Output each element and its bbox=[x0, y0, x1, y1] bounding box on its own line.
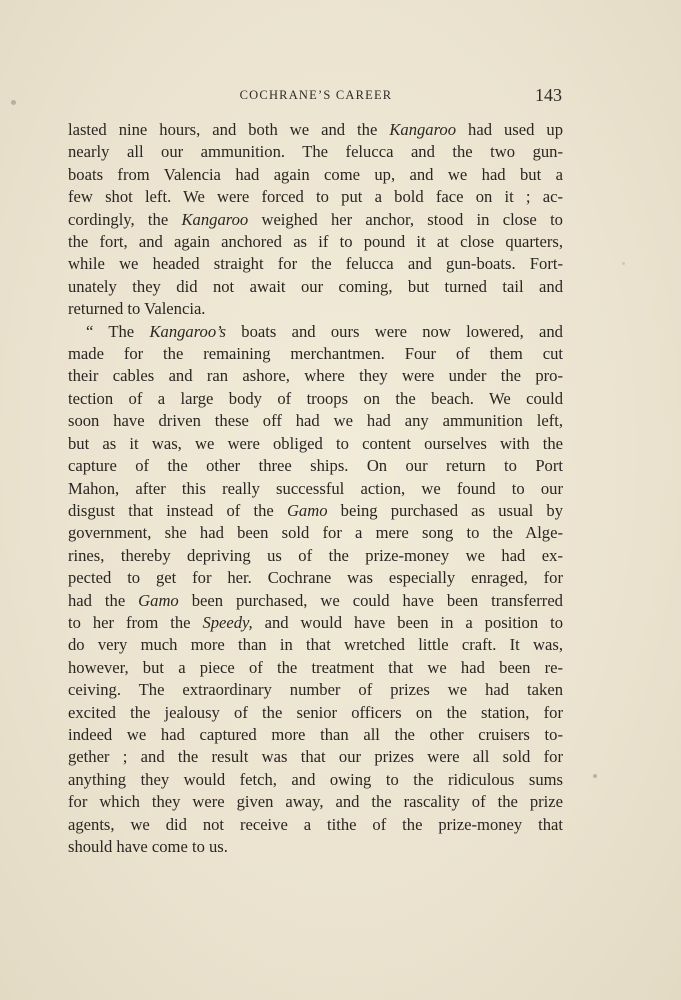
text-run: boats from Valencia had again come up, and we had but a bbox=[68, 164, 563, 184]
text-run: however, but a piece of the treatment that we had been re- bbox=[68, 657, 563, 677]
text-line bbox=[68, 679, 563, 701]
text-run: but as it was, we were obliged to content ourselves with the bbox=[68, 433, 563, 453]
text-line bbox=[68, 746, 563, 768]
text-line bbox=[68, 634, 563, 656]
italic-ship-name: Kangaroo bbox=[181, 209, 249, 229]
text-run: unately they did not await our coming, but turned tail and bbox=[68, 276, 563, 296]
text-run: anything they would fetch, and owing to the ridiculous sums bbox=[68, 769, 563, 789]
text-line bbox=[68, 433, 563, 455]
text-run: had the bbox=[68, 590, 139, 610]
text-line bbox=[68, 657, 563, 679]
page-speck bbox=[622, 262, 625, 265]
text-line bbox=[68, 769, 563, 791]
text-run: had used up bbox=[456, 120, 563, 139]
text-run: the fort, and again anchored as if to pound it at close quarters, bbox=[68, 232, 563, 252]
text-run: pected to get for her. Cochrane was especially enraged, for bbox=[68, 568, 563, 588]
text-line bbox=[68, 724, 563, 746]
italic-ship-name: Kangaroo’s bbox=[149, 321, 226, 341]
text-run: nearly all our ammunition. The felucca and the two gun- bbox=[68, 142, 563, 162]
text-run: agents, we did not receive a tithe of the prize-money that bbox=[68, 814, 563, 834]
italic-ship-name: Gamo bbox=[138, 590, 179, 610]
text-run: ceiving. The extraordinary number of prizes we had taken bbox=[68, 680, 563, 700]
text-run: disgust that instead of the bbox=[68, 500, 287, 520]
text-run: “ The bbox=[86, 321, 150, 341]
page-number: 143 bbox=[535, 85, 562, 105]
text-line bbox=[68, 612, 563, 634]
text-run: few shot left. We were forced to put a bold face on it ; ac- bbox=[68, 187, 563, 207]
text-line bbox=[68, 545, 563, 567]
text-run: returned to Valencia. bbox=[68, 299, 206, 319]
text-line bbox=[68, 567, 563, 589]
text-run: soon have driven these off had we had any ammunition left, bbox=[68, 411, 563, 431]
text-line bbox=[68, 209, 563, 231]
text-line bbox=[68, 141, 563, 163]
italic-ship-name: Kangaroo bbox=[389, 120, 457, 139]
paragraph-2 bbox=[68, 321, 563, 859]
paragraph-1 bbox=[68, 119, 563, 321]
text-run: weighed her anchor, stood in close to bbox=[248, 209, 563, 229]
text-run: their cables and ran ashore, where they were under the pro- bbox=[68, 366, 563, 386]
text-line bbox=[68, 298, 563, 320]
text-line bbox=[68, 500, 563, 522]
text-run: and would have been in a position to bbox=[252, 612, 563, 632]
text-run: government, she had been sold for a mere song to the Alge- bbox=[68, 523, 563, 543]
text-line bbox=[68, 186, 563, 208]
text-run: boats and ours were now lowered, and bbox=[226, 321, 563, 341]
text-run: gether ; and the result was that our prizes were all sold for bbox=[68, 747, 563, 767]
text-line bbox=[68, 343, 563, 365]
text-line bbox=[68, 231, 563, 253]
text-line bbox=[68, 836, 563, 858]
text-line bbox=[68, 522, 563, 544]
text-line bbox=[68, 478, 563, 500]
text-run: rines, thereby depriving us of the prize-money we had ex- bbox=[68, 545, 563, 565]
text-run: excited the jealousy of the senior officers on the station, for bbox=[68, 702, 563, 722]
text-run: should have come to us. bbox=[68, 837, 228, 856]
text-run: being purchased as usual by bbox=[327, 500, 563, 520]
text-run: indeed we had captured more than all the other cruisers to- bbox=[68, 724, 563, 744]
text-line bbox=[68, 455, 563, 477]
text-run: while we headed straight for the felucca and gun-boats. Fort- bbox=[68, 254, 563, 274]
running-title: COCHRANE’S CAREER bbox=[239, 88, 393, 102]
text-run: for which they were given away, and the rascality of the prize bbox=[68, 792, 563, 812]
text-line bbox=[68, 164, 563, 186]
text-run: capture of the other three ships. On our return to Port bbox=[68, 456, 563, 476]
text-line bbox=[68, 365, 563, 387]
text-run: lasted nine hours, and both we and the bbox=[68, 120, 390, 139]
italic-ship-name: Gamo bbox=[286, 500, 328, 520]
text-line bbox=[68, 321, 563, 343]
text-run: to her from the bbox=[68, 612, 203, 632]
text-line bbox=[68, 410, 563, 432]
text-run: been purchased, we could have been transferred bbox=[178, 590, 563, 610]
text-line bbox=[68, 276, 563, 298]
text-run: cordingly, the bbox=[68, 209, 182, 229]
text-run: tection of a large body of troops on the beach. We could bbox=[68, 388, 563, 408]
page-header bbox=[68, 86, 564, 108]
text-line bbox=[68, 791, 563, 813]
text-run: made for the remaining merchantmen. Four of them cut bbox=[68, 344, 563, 364]
text-line bbox=[68, 702, 563, 724]
text-line bbox=[68, 253, 563, 275]
body-text bbox=[68, 119, 563, 858]
text-line bbox=[68, 814, 563, 836]
text-line bbox=[68, 388, 563, 410]
page-speck bbox=[11, 100, 16, 105]
text-line bbox=[68, 590, 563, 612]
page-speck bbox=[593, 774, 597, 778]
text-run: Mahon, after this really successful action, we found to our bbox=[68, 478, 563, 498]
italic-ship-name: Speedy, bbox=[202, 612, 253, 632]
text-line bbox=[68, 119, 563, 141]
text-run: do very much more than in that wretched little craft. It was, bbox=[68, 635, 563, 655]
